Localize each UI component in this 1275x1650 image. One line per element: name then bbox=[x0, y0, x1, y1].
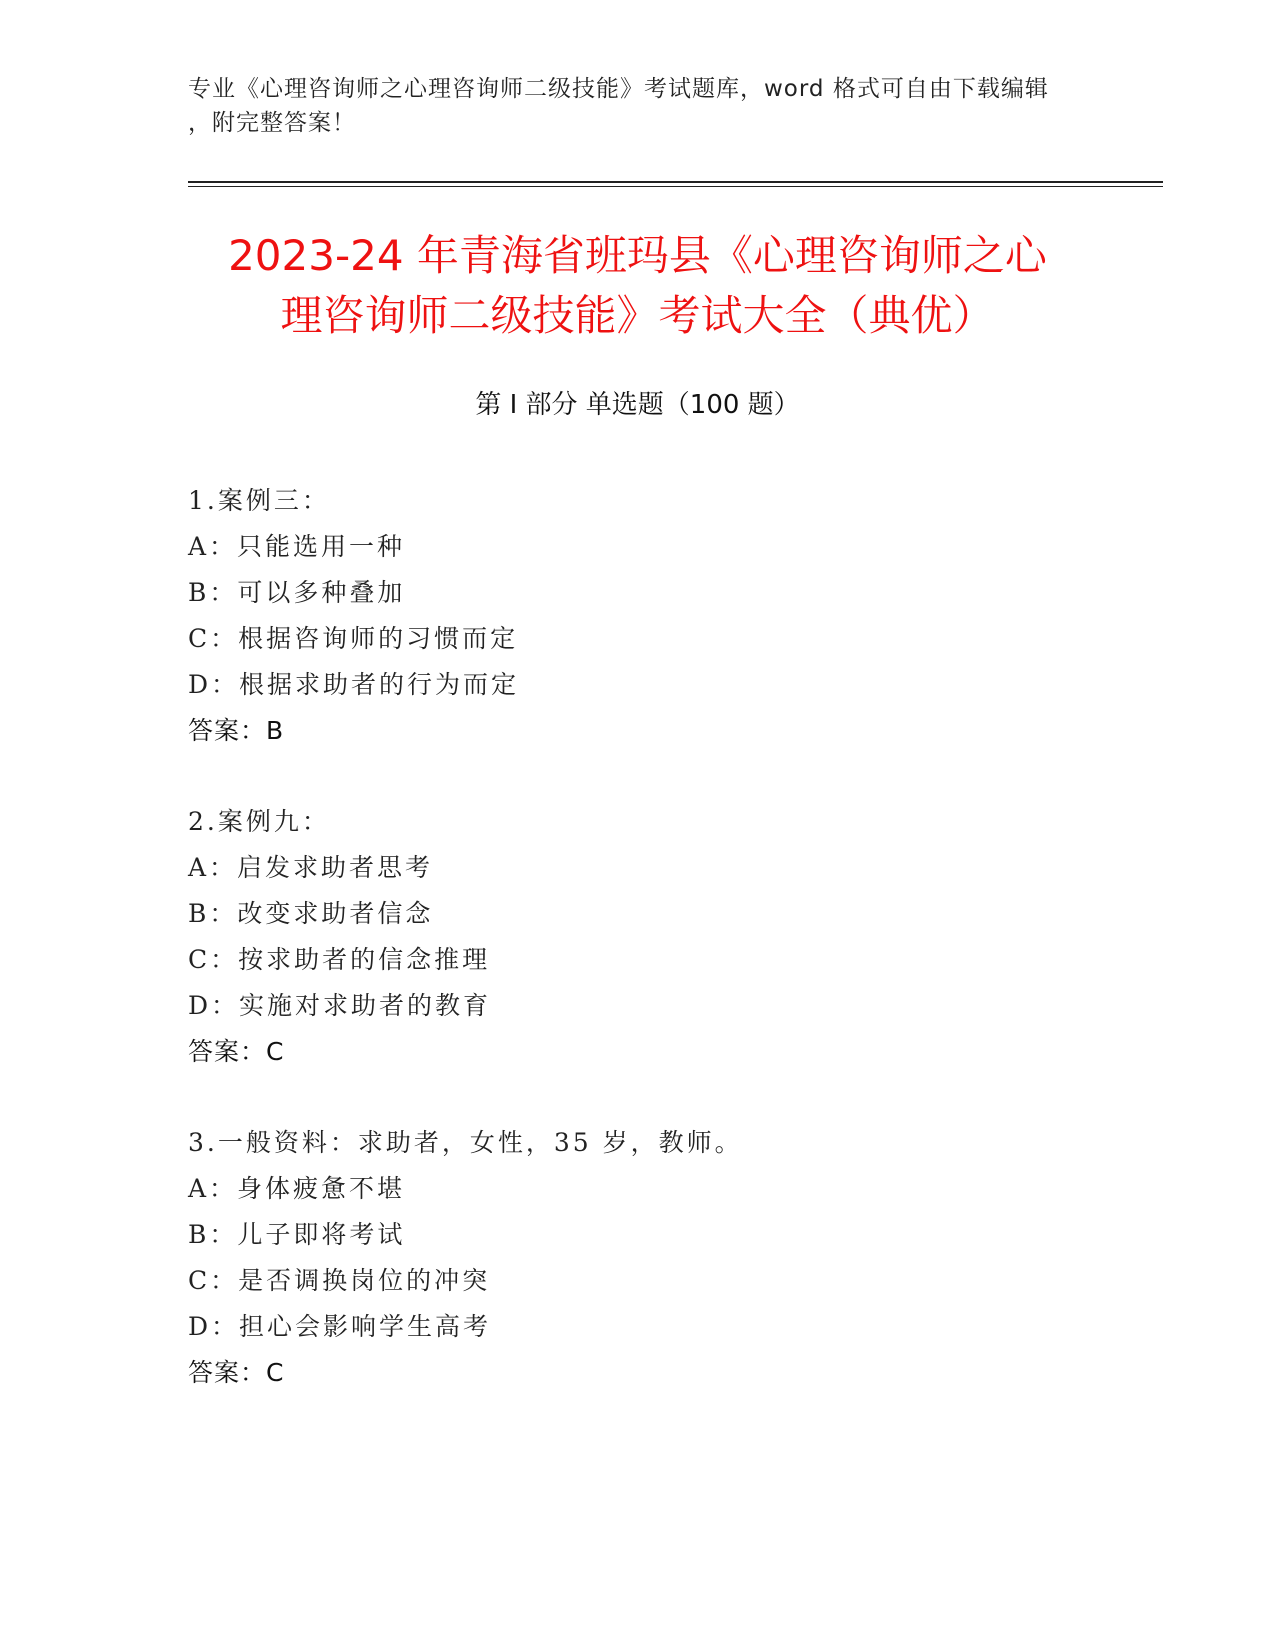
header-note-line-2: ，附完整答案！ bbox=[188, 110, 356, 136]
header-note bbox=[188, 72, 1088, 140]
option-b: B：改变求助者信念 bbox=[188, 899, 434, 928]
option-d: D：担心会影响学生高考 bbox=[188, 1312, 492, 1341]
option-b: B：儿子即将考试 bbox=[188, 1220, 406, 1249]
option-c: C：是否调换岗位的冲突 bbox=[188, 1266, 491, 1295]
option-a: A：只能选用一种 bbox=[188, 532, 406, 561]
document-title bbox=[150, 226, 1125, 346]
question-stem: 3.一般资料：求助者，女性，35 岁，教师。 bbox=[188, 1128, 743, 1157]
header-note-line-1: 专业《心理咨询师之心理咨询师二级技能》考试题库，word 格式可自由下载编辑 bbox=[188, 76, 1049, 102]
answer: 答案：C bbox=[188, 1358, 285, 1387]
question-stem: 1.案例三： bbox=[188, 486, 330, 515]
question-list bbox=[188, 478, 1138, 1441]
option-d: D：根据求助者的行为而定 bbox=[188, 670, 520, 699]
option-c: C：根据咨询师的习惯而定 bbox=[188, 624, 519, 653]
option-a: A：启发求助者思考 bbox=[188, 853, 434, 882]
option-b: B：可以多种叠加 bbox=[188, 578, 406, 607]
header-divider-thin bbox=[188, 186, 1163, 187]
answer: 答案：B bbox=[188, 716, 285, 745]
option-a: A：身体疲惫不堪 bbox=[188, 1174, 406, 1203]
question-1 bbox=[188, 478, 1138, 754]
question-2 bbox=[188, 799, 1138, 1075]
document-title-line-1: 2023-24 年青海省班玛县《心理咨询师之心 bbox=[228, 231, 1047, 280]
document-title-line-2: 理咨询师二级技能》考试大全（典优） bbox=[280, 291, 995, 340]
answer: 答案：C bbox=[188, 1037, 285, 1066]
option-d: D：实施对求助者的教育 bbox=[188, 991, 492, 1020]
question-3 bbox=[188, 1120, 1138, 1396]
question-stem: 2.案例九： bbox=[188, 807, 330, 836]
header-divider-thick bbox=[188, 181, 1163, 183]
option-c: C：按求助者的信念推理 bbox=[188, 945, 491, 974]
section-heading: 第 I 部分 单选题（100 题） bbox=[475, 390, 800, 420]
